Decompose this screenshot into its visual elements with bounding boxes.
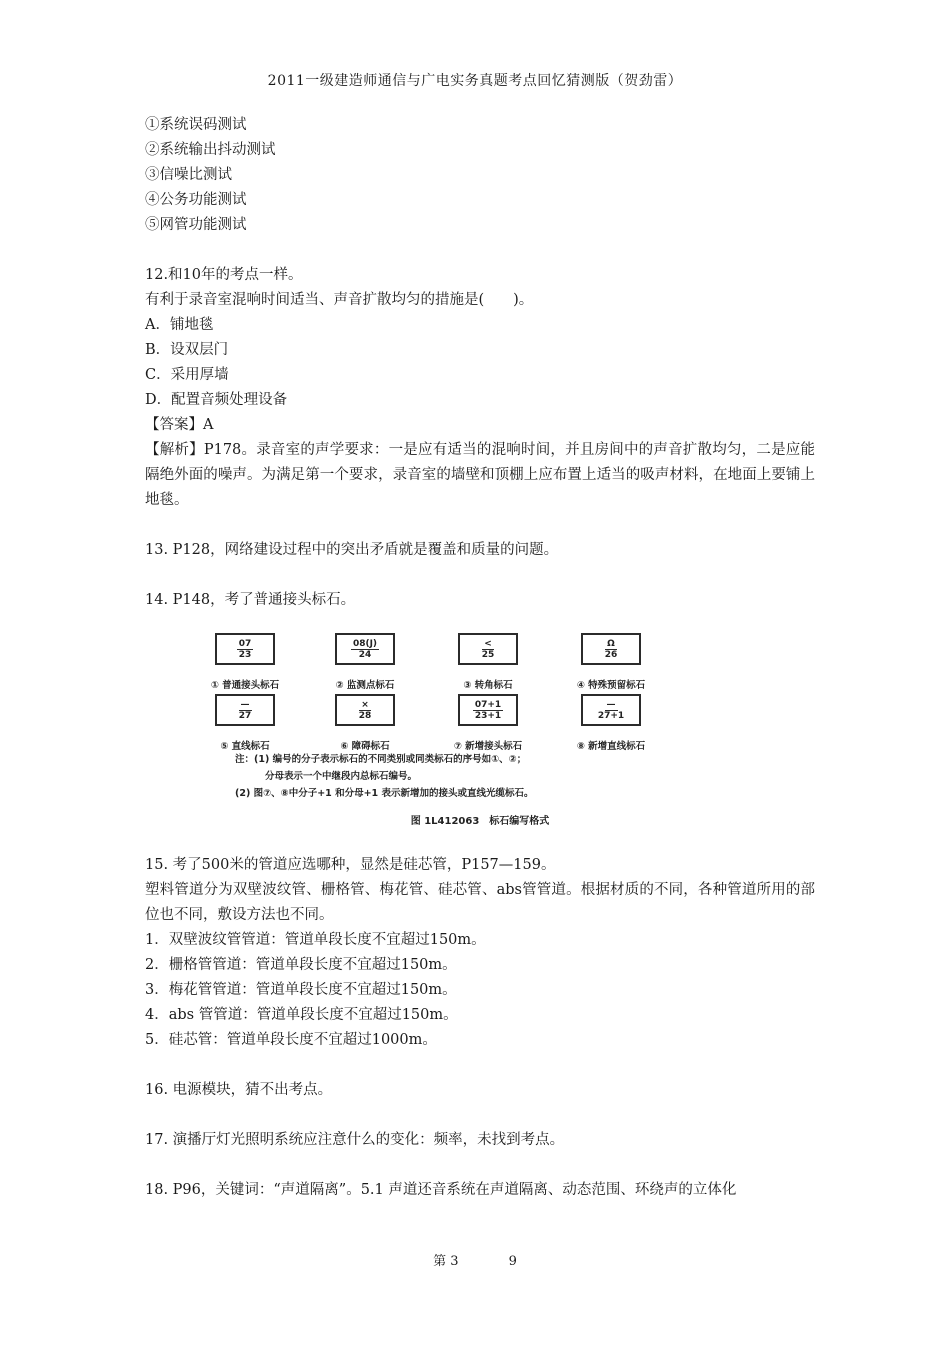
stone-label: ⑤ 直线标石 xyxy=(220,741,270,752)
stone-8 xyxy=(551,694,671,759)
stone-box xyxy=(335,633,395,665)
stone-numerator: — xyxy=(240,699,250,710)
q18-text: 18. P96，关键词：“声道隔离”。5.1 声道还音系统在声道隔离、动态范围、环绕声的立体化 xyxy=(145,1182,737,1198)
figure-note: (2) 图⑦、⑧中分子+1 和分母+1 表示新增加的接头或直线光缆标石。 xyxy=(235,788,534,799)
stone-denominator: 23 xyxy=(238,649,252,660)
q15-item: 1．双壁波纹管管道：管道单段长度不宜超过150m。 xyxy=(145,932,486,948)
marker-stone-figure xyxy=(145,621,815,836)
q15-intro: 塑料管道分为双壁波纹管、栅格管、梅花管、硅芯管、abs管管道。根据材质的不同，各种管道所用的部位也不同，敷设方法也不同。 xyxy=(145,882,815,923)
stone-box xyxy=(458,633,518,665)
stone-denominator: 25 xyxy=(481,649,495,660)
q12-analysis: 【解析】P178。录音室的声学要求：一是应有适当的混响时间，并且房间中的声音扩散均匀，二是应能隔绝外面的噪声。为满足第一个要求，录音室的墙壁和顶棚上应布置上适当的吸声材料，在地面上要铺上地毯。 xyxy=(145,442,815,508)
stone-7 xyxy=(428,694,548,759)
stone-label: ③ 转角标石 xyxy=(463,680,513,691)
stone-4 xyxy=(551,633,671,698)
stone-box xyxy=(458,694,518,726)
stone-label: ⑧ 新增直线标石 xyxy=(576,741,646,752)
q15-item: 5．硅芯管：管道单段长度不宜超过1000m。 xyxy=(145,1032,437,1048)
stone-numerator: 08(J) xyxy=(352,638,378,649)
test-item: ①系统误码测试 xyxy=(145,117,247,133)
stone-label: ⑦ 新增接头标石 xyxy=(453,741,523,752)
q12-option-b: B．设双层门 xyxy=(145,342,229,358)
stone-1 xyxy=(185,633,305,698)
stone-box xyxy=(215,633,275,665)
stone-denominator: 24 xyxy=(358,649,372,660)
stone-numerator: 07 xyxy=(238,638,252,649)
stone-box xyxy=(581,694,641,726)
q15-item: 3．梅花管管道：管道单段长度不宜超过150m。 xyxy=(145,982,457,998)
stone-numerator: < xyxy=(484,638,492,649)
stone-label: ④ 特殊预留标石 xyxy=(576,680,646,691)
stone-label: ② 监测点标石 xyxy=(335,680,395,691)
stone-numerator: 07+1 xyxy=(474,699,502,710)
stone-box xyxy=(581,633,641,665)
figure-note: 分母表示一个中继段内总标石编号。 xyxy=(265,771,418,782)
q17-text: 17. 演播厅灯光照明系统应注意什么的变化：频率，未找到考点。 xyxy=(145,1132,565,1148)
stone-2 xyxy=(305,633,425,698)
q12-option-d: D．配置音频处理设备 xyxy=(145,392,288,408)
figure-caption: 图 1L412063 标石编写格式 xyxy=(410,816,550,827)
stone-label: ⑥ 障碍标石 xyxy=(340,741,390,752)
document-body xyxy=(145,113,815,1203)
q12-option-a: A．铺地毯 xyxy=(145,317,214,333)
q12-title: 12.和10年的考点一样。 xyxy=(145,267,303,283)
stone-numerator: × xyxy=(361,699,369,710)
stone-5 xyxy=(185,694,305,759)
stone-denominator: 26 xyxy=(604,649,618,660)
stone-denominator: 23+1 xyxy=(474,710,502,721)
q14-text: 14. P148，考了普通接头标石。 xyxy=(145,592,356,608)
figure-notes xyxy=(235,751,533,802)
q15-title: 15. 考了500米的管道应选哪种，显然是硅芯管，P157—159。 xyxy=(145,857,556,873)
test-item: ③信噪比测试 xyxy=(145,167,232,183)
test-item: ⑤网管功能测试 xyxy=(145,217,247,233)
q15-item: 2．栅格管管道：管道单段长度不宜超过150m。 xyxy=(145,957,457,973)
q12-question: 有利于录音室混响时间适当、声音扩散均匀的措施是( )。 xyxy=(145,292,534,308)
page-footer xyxy=(0,1250,950,1269)
q15-item: 4．abs 管管道：管道单段长度不宜超过150m。 xyxy=(145,1007,458,1023)
stone-label: ① 普通接头标石 xyxy=(210,680,280,691)
stone-denominator: 28 xyxy=(358,710,372,721)
stone-box xyxy=(335,694,395,726)
stone-6 xyxy=(305,694,425,759)
q16-text: 16. 电源模块，猜不出考点。 xyxy=(145,1082,333,1098)
q12-answer: 【答案】A xyxy=(145,417,214,433)
stone-numerator: Ω xyxy=(607,638,615,649)
q12-option-c: C．采用厚墙 xyxy=(145,367,229,383)
page-header: 2011一级建造师通信与广电实务真题考点回忆猜测版（贺劲雷） xyxy=(267,73,683,89)
figure-note: 注：(1) 编号的分子表示标石的不同类别或同类标石的序号如①、②； xyxy=(235,754,527,765)
stone-denominator: 27+1 xyxy=(597,710,625,721)
page-total: 9 xyxy=(508,1254,517,1269)
stone-numerator: — xyxy=(606,699,616,710)
test-item: ④公务功能测试 xyxy=(145,192,247,208)
stone-denominator: 27 xyxy=(238,710,252,721)
stone-box xyxy=(215,694,275,726)
stone-3 xyxy=(428,633,548,698)
page-number: 第 3 xyxy=(433,1254,459,1269)
q13-text: 13. P128，网络建设过程中的突出矛盾就是覆盖和质量的问题。 xyxy=(145,542,559,558)
test-item: ②系统输出抖动测试 xyxy=(145,142,276,158)
